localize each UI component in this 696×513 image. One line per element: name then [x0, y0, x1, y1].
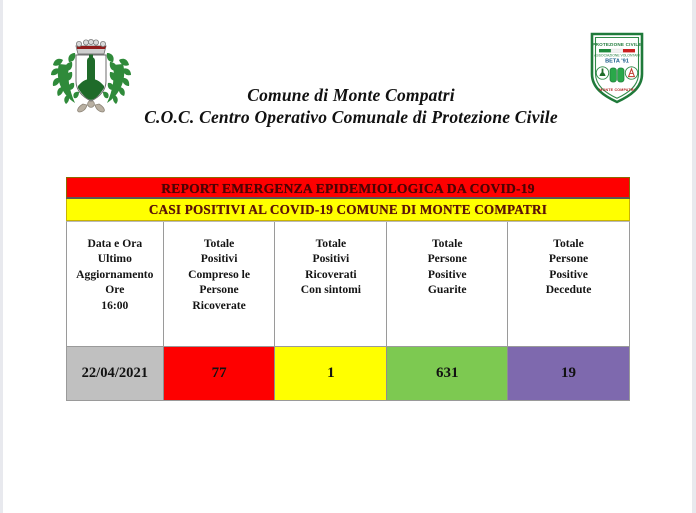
header-line: Positivi	[200, 252, 238, 266]
report-banner-red: REPORT EMERGENZA EPIDEMIOLOGICA DA COVID-19	[66, 177, 630, 199]
title-line-comune: Comune di Monte Compatri	[247, 85, 455, 105]
header-line: Positive	[549, 267, 588, 281]
header-line: Decedute	[545, 283, 592, 297]
header-cell-data-ora	[67, 222, 164, 346]
header-line: Guarite	[427, 283, 467, 297]
value-cell-positivi-ricoverati: 1	[275, 347, 387, 400]
title-line-coc: C.O.C. Centro Operativo Comunale di Protezione Civile	[144, 107, 558, 128]
value-cell-totale-positivi: 77	[164, 347, 276, 400]
svg-text:PROTEZIONE CIVILE: PROTEZIONE CIVILE	[592, 42, 642, 47]
header-line: Aggiornamento	[76, 267, 154, 281]
value-cell-date: 22/04/2021	[67, 347, 164, 400]
table-data-row	[66, 347, 630, 401]
header-cell-persone-decedute	[508, 222, 629, 346]
header-line: Persone	[427, 252, 467, 266]
header-line: Ricoverati	[305, 267, 357, 281]
header-line: Totale	[553, 237, 584, 250]
header-line: Positive	[427, 267, 467, 281]
header-line: Positivi	[312, 252, 350, 266]
report-banner-yellow: CASI POSITIVI AL COVID-19 COMUNE DI MONTE COMPATRI	[66, 199, 630, 221]
value-cell-persone-decedute: 19	[508, 347, 629, 400]
table-header-row	[66, 221, 630, 347]
svg-text:ASSOCIAZIONE VOLONTARI: ASSOCIAZIONE VOLONTARI	[594, 53, 640, 58]
header-line: Totale	[203, 237, 235, 250]
header-line: Totale	[431, 237, 463, 250]
header-line: Persone	[548, 252, 589, 266]
value-cell-persone-guarite: 631	[387, 347, 508, 400]
svg-text:BETA '91: BETA '91	[605, 58, 629, 65]
document-header	[3, 0, 692, 160]
header-cell-positivi-ricoverati	[275, 222, 387, 346]
header-line: 16:00	[101, 298, 129, 312]
header-line: Con sintomi	[300, 283, 362, 297]
header-cell-persone-guarite	[387, 222, 508, 346]
header-line: Totale	[315, 237, 347, 250]
header-line: Ricoverate	[192, 298, 246, 312]
header-line: Data e Ora	[87, 237, 143, 250]
covid-report-table	[66, 177, 630, 401]
header-line: Persone	[199, 283, 239, 297]
header-cell-totale-positivi	[164, 222, 276, 346]
page-title	[3, 84, 696, 129]
header-line: Ore	[105, 283, 125, 297]
svg-text:MONTE COMPATRI: MONTE COMPATRI	[599, 88, 635, 92]
header-line: Ultimo	[97, 252, 132, 266]
header-line: Compreso le	[188, 267, 251, 281]
